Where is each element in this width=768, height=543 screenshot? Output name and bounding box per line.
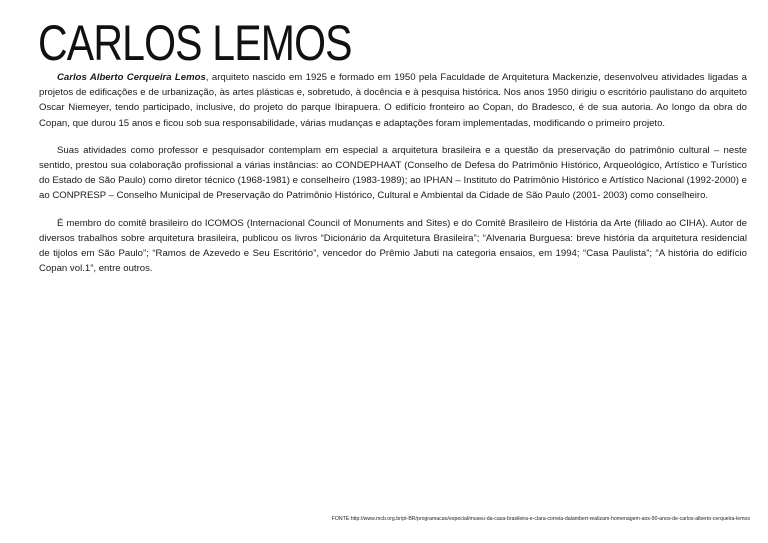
paragraph-3: É membro do comitê brasileiro do ICOMOS (Internacional Council of Monuments and Sites) e do Comitê Brasileiro de História da Arte (filiado ao CIHA). Autor de diversos trabalhos sobre arquitetura brasileira, publicou os livros “Dicionário da Arquitetura Brasileira”; “Alvenaria Burguesa: breve história da arquitetura residencial de tijolos em São Paulo”; “Ramos de Azevedo e Seu Escritório”, vencedor do Prêmio Jabuti na categoria ensaios, em 1994; “Casa Paulista”; “A história do edifício Copan vol.1”, entre outros. [39, 217, 747, 275]
source-citation: FONTE:http://www.mcb.org.br/pt-BR/programacao/especial/museu-da-casa-brasileira-e-clara-correia-dalambert-realizam-homenagem-aos-90-anos-de-carlos-alberto-cerqueira-lemos [331, 516, 750, 522]
page-title: CARLOS LEMOS [38, 15, 352, 71]
paragraph-1 [39, 70, 747, 131]
biography-text [39, 70, 747, 288]
paragraph-1-text: , arquiteto nascido em 1925 e formado em 1950 pela Faculdade de Arquitetura Mackenzie, desenvolveu atividades ligadas a projetos de edificações e de urbanização, às artes plásticas e, sobretudo, à docência e à pesquisa histórica. Nos anos 1950 dirigiu o escritório paulistano do arquiteto Oscar Niemeyer, tendo participado, inclusive, do projeto do parque Ibirapuera. O edifício fronteiro ao Copan, do Bradesco, é de sua autoria. Ao longo da obra do Copan, que durou 15 anos e ficou sob sua responsabilidade, várias mudanças e adaptações foram implementadas, modificando o primeiro projeto. [39, 72, 748, 129]
person-name: Carlos Alberto Cerqueira Lemos [57, 72, 206, 83]
paragraph-2: Suas atividades como professor e pesquisador contemplam em especial a arquitetura brasileira e a questão da preservação do patrimônio cultural – neste sentido, prestou sua colaboração profissional a várias instâncias: ao CONDEPHAAT (Conselho de Defesa do Patrimônio Histórico, Arqueológico, Artístico e Turístico do Estado de São Paulo) como diretor técnico (1968-1981) e conselheiro (1983-1989); ao IPHAN – Instituto do Patrimônio Histórico e Artístico Nacional (1992-2000) e ao CONPRESP – Conselho Municipal de Preservação do Patrimônio Histórico, Cultural e Ambiental da Cidade de São Paulo (2001- 2003) como conselheiro. [39, 144, 747, 202]
